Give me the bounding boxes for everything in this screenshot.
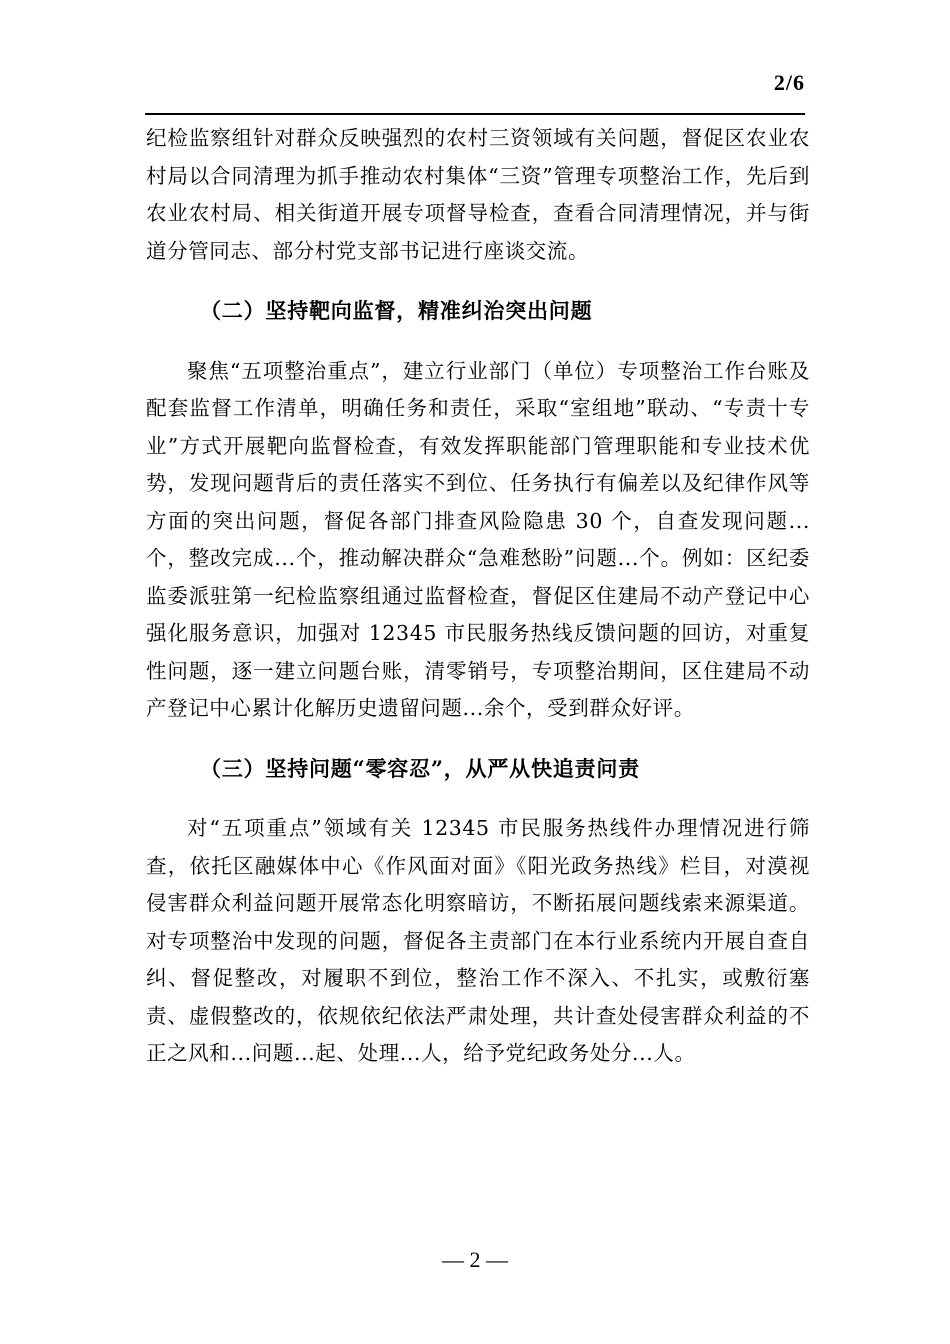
header-rule — [145, 113, 805, 115]
paragraph-continued: 纪检监察组针对群众反映强烈的农村三资领域有关问题，督促区农业农村局以合同清理为抓手推动农村集体“三资”管理专项整治工作，先后到农业农村局、相关街道开展专项督导检查，查看合同清理情况，并与街道分管同志、部分村党支部书记进行座谈交流。 — [146, 126, 810, 263]
footer-page-number: — 2 — — [442, 1247, 508, 1272]
section-heading-3: （三）坚持问题“零容忍”，从严从快追责问责 — [200, 755, 640, 781]
paragraph-section-2: 聚焦“五项整治重点”，建立行业部门（单位）专项整治工作台账及配套监督工作清单，明确任务和责任，采取“室组地”联动、“专责十专业”方式开展靶向监督检查，有效发挥职能部门管理职能和专业技术优势，发现问题背后的责任落实不到位、任务执行有偏差以及纪律作风等方面的突出问题，督促各部门排查风险隐患 30 个，自查发现问题...个，整改完成...个，推动解决群众“急难愁盼”问题...个。例如：区纪委监委派驻第一纪检监察组通过监督检查，督促区住建局不动产登记中心强化服务意识，加强对 12345 市民服务热线反馈问题的回访，对重复性问题，逐一建立问题台账，清零销号，专项整治期间，区住建局不动产登记中心累计化解历史遗留问题...余个，受到群众好评。 — [146, 358, 810, 720]
page-counter: 2/6 — [773, 70, 805, 95]
paragraph-section-3: 对“五项重点”领域有关 12345 市民服务热线件办理情况进行筛查，依托区融媒体中心《作风面对面》《阳光政务热线》栏目，对漠视侵害群众利益问题开展常态化明察暗访，不断拓展问题线索来源渠道。对专项整治中发现的问题，督促各主责部门在本行业系统内开展自查自纠、督促整改，对履职不到位，整治工作不深入、不扎实，或敷衍塞责、虚假整改的，依规依纪依法严肃处理，共计查处侵害群众利益的不正之风和...问题...起、处理...人，给予党纪政务处分...人。 — [146, 816, 810, 1065]
section-heading-2: （二）坚持靶向监督，精准纠治突出问题 — [200, 298, 593, 323]
document-body — [146, 120, 810, 1073]
